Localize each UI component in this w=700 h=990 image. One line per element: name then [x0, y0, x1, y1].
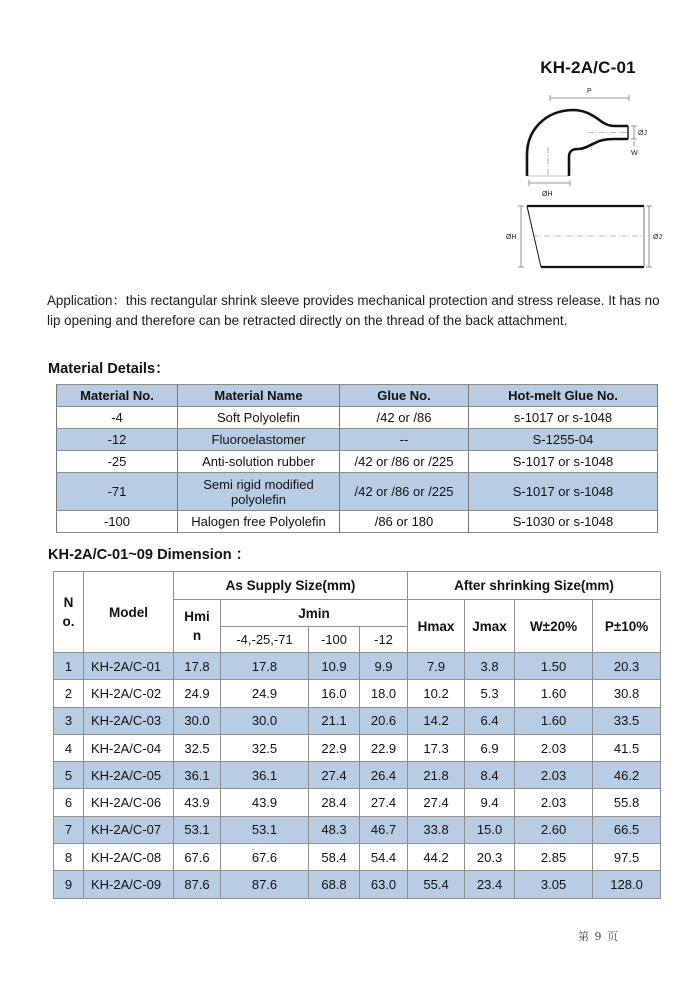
dimension-table	[53, 571, 661, 899]
header-p: P±10%	[593, 600, 661, 653]
hotmelt-glue-no: S-1030 or s-1048	[469, 511, 658, 533]
header-w: W±20%	[515, 600, 593, 653]
hmin: 87.6	[174, 871, 221, 898]
hmax: 7.9	[408, 653, 465, 680]
hotmelt-glue-no: S-1255-04	[469, 429, 658, 451]
jmin-100: 22.9	[309, 734, 360, 761]
dimension-heading: KH-2A/C-01~09 Dimension ：	[48, 547, 251, 563]
jmin-12: 54.4	[360, 844, 408, 871]
p-tolerance: 46.2	[593, 762, 661, 789]
p-dimension	[550, 88, 629, 101]
dimension-row	[54, 653, 661, 680]
model: KH-2A/C-09	[84, 871, 174, 898]
dimension-row	[54, 816, 661, 843]
hotmelt-glue-no: s-1017 or s-1048	[469, 407, 658, 429]
jmin-100: 68.8	[309, 871, 360, 898]
model: KH-2A/C-08	[84, 844, 174, 871]
elbow-outer-wall	[527, 110, 628, 176]
model: KH-2A/C-01	[84, 653, 174, 680]
hmax: 21.8	[408, 762, 465, 789]
header-jmin-12: -12	[360, 627, 408, 653]
application-description: Application：this rectangular shrink sleeve provides mechanical protection and stress release. It has no lip opening and therefore can be retracted directly on the thread of the back attachment.	[47, 293, 660, 328]
j-label: ØJ	[638, 130, 647, 137]
model: KH-2A/C-06	[84, 789, 174, 816]
header-after-shrinking-size: After shrinking Size(mm)	[408, 572, 661, 600]
jmax: 20.3	[465, 844, 515, 871]
model: KH-2A/C-03	[84, 707, 174, 734]
row-no: 4	[54, 734, 84, 761]
j-dimension	[646, 206, 662, 267]
model: KH-2A/C-04	[84, 734, 174, 761]
glue-no: /42 or /86 or /225	[340, 451, 469, 473]
p-tolerance: 128.0	[593, 871, 661, 898]
dimension-row	[54, 762, 661, 789]
material-name: Soft Polyolefin	[178, 407, 340, 429]
row-no: 5	[54, 762, 84, 789]
hmax: 44.2	[408, 844, 465, 871]
dimension-row	[54, 871, 661, 898]
w-tolerance: 2.60	[515, 816, 593, 843]
p-tolerance: 55.8	[593, 789, 661, 816]
header-hotmelt-glue-no: Hot-melt Glue No.	[469, 385, 658, 407]
material-name: Anti-solution rubber	[178, 451, 340, 473]
jmin-12: 18.0	[360, 680, 408, 707]
product-title: KH-2A/C-01	[540, 58, 636, 77]
jmax: 9.4	[465, 789, 515, 816]
w-tolerance: 1.50	[515, 653, 593, 680]
header-jmax: Jmax	[465, 600, 515, 653]
row-no: 7	[54, 816, 84, 843]
hotmelt-glue-no: S-1017 or s-1048	[469, 473, 658, 511]
h-label: ØH	[542, 191, 553, 198]
header-jmin-100: -100	[309, 627, 360, 653]
jmax: 5.3	[465, 680, 515, 707]
jmax: 6.4	[465, 707, 515, 734]
jmin-12: 63.0	[360, 871, 408, 898]
hmax: 14.2	[408, 707, 465, 734]
w-tolerance: 2.03	[515, 762, 593, 789]
material-no: -12	[57, 429, 178, 451]
header-glue-no: Glue No.	[340, 385, 469, 407]
material-no: -4	[57, 407, 178, 429]
dimension-row	[54, 707, 661, 734]
jmin-4-25-71: 67.6	[221, 844, 309, 871]
glue-no: --	[340, 429, 469, 451]
jmin-12: 20.6	[360, 707, 408, 734]
header-model: Model	[84, 572, 174, 653]
hmax: 10.2	[408, 680, 465, 707]
jmin-100: 28.4	[309, 789, 360, 816]
material-name: Halogen free Polyolefin	[178, 511, 340, 533]
glue-no: /86 or 180	[340, 511, 469, 533]
jmin-4-25-71: 24.9	[221, 680, 309, 707]
row-no: 2	[54, 680, 84, 707]
j-dimension	[631, 126, 647, 139]
j-label: ØJ	[653, 234, 662, 241]
row-no: 1	[54, 653, 84, 680]
row-no: 6	[54, 789, 84, 816]
p-tolerance: 33.5	[593, 707, 661, 734]
hmin: 32.5	[174, 734, 221, 761]
jmax: 8.4	[465, 762, 515, 789]
header-hmax: Hmax	[408, 600, 465, 653]
dimension-row	[54, 734, 661, 761]
material-details-heading: Material Details：	[48, 361, 170, 377]
p-tolerance: 30.8	[593, 680, 661, 707]
model: KH-2A/C-02	[84, 680, 174, 707]
dimension-row	[54, 844, 661, 871]
elbow-boot-diagram	[510, 85, 650, 200]
header-hmin-label: Hmi n	[184, 609, 210, 643]
hmin: 30.0	[174, 707, 221, 734]
header-no	[54, 572, 84, 653]
jmin-12: 26.4	[360, 762, 408, 789]
jmin-12: 46.7	[360, 816, 408, 843]
material-row	[57, 473, 658, 511]
elbow-inner-wall	[569, 139, 628, 176]
model: KH-2A/C-07	[84, 816, 174, 843]
material-row	[57, 511, 658, 533]
glue-no: /42 or /86	[340, 407, 469, 429]
jmin-100: 27.4	[309, 762, 360, 789]
jmin-4-25-71: 87.6	[221, 871, 309, 898]
hmax: 17.3	[408, 734, 465, 761]
jmin-4-25-71: 32.5	[221, 734, 309, 761]
jmin-4-25-71: 36.1	[221, 762, 309, 789]
row-no: 9	[54, 871, 84, 898]
material-no: -100	[57, 511, 178, 533]
hmax: 55.4	[408, 871, 465, 898]
material-row	[57, 429, 658, 451]
dimension-row	[54, 789, 661, 816]
jmin-100: 10.9	[309, 653, 360, 680]
jmin-12: 22.9	[360, 734, 408, 761]
p-tolerance: 66.5	[593, 816, 661, 843]
hmin: 24.9	[174, 680, 221, 707]
p-tolerance: 41.5	[593, 734, 661, 761]
hmin: 53.1	[174, 816, 221, 843]
jmin-4-25-71: 53.1	[221, 816, 309, 843]
jmin-12: 9.9	[360, 653, 408, 680]
jmin-4-25-71: 43.9	[221, 789, 309, 816]
w-tolerance: 2.03	[515, 789, 593, 816]
model: KH-2A/C-05	[84, 762, 174, 789]
p-tolerance: 97.5	[593, 844, 661, 871]
p-tolerance: 20.3	[593, 653, 661, 680]
header-jmin: Jmin	[221, 600, 408, 627]
hmax: 27.4	[408, 789, 465, 816]
material-name: Semi rigid modified polyolefin	[178, 473, 340, 511]
hmin: 36.1	[174, 762, 221, 789]
jmin-100: 48.3	[309, 816, 360, 843]
jmax: 3.8	[465, 653, 515, 680]
dimension-row	[54, 680, 661, 707]
w-tolerance: 1.60	[515, 707, 593, 734]
w-tolerance: 1.60	[515, 680, 593, 707]
material-no: -25	[57, 451, 178, 473]
h-dimension	[506, 206, 524, 267]
hotmelt-glue-no: S-1017 or s-1048	[469, 451, 658, 473]
hmin: 43.9	[174, 789, 221, 816]
p-label: P	[587, 88, 592, 95]
row-no: 3	[54, 707, 84, 734]
hmin: 67.6	[174, 844, 221, 871]
w-dimension	[631, 141, 638, 157]
jmin-100: 16.0	[309, 680, 360, 707]
dimension-header-row	[54, 572, 661, 600]
jmin-100: 58.4	[309, 844, 360, 871]
header-material-no: Material No.	[57, 385, 178, 407]
row-no: 8	[54, 844, 84, 871]
w-tolerance: 2.03	[515, 734, 593, 761]
material-header-row	[57, 385, 658, 407]
header-as-supply-size: As Supply Size(mm)	[174, 572, 408, 600]
jmin-4-25-71: 30.0	[221, 707, 309, 734]
header-hmin	[174, 600, 221, 653]
w-tolerance: 2.85	[515, 844, 593, 871]
h-label: ØH	[506, 234, 517, 241]
jmin-12: 27.4	[360, 789, 408, 816]
jmin-100: 21.1	[309, 707, 360, 734]
material-name: Fluoroelastomer	[178, 429, 340, 451]
header-jmin-4-25-71: -4,-25,-71	[221, 627, 309, 653]
sleeve-diagram	[500, 195, 670, 275]
material-table	[56, 384, 658, 533]
jmin-4-25-71: 17.8	[221, 653, 309, 680]
material-no: -71	[57, 473, 178, 511]
header-no-label: N o.	[62, 595, 75, 629]
jmax: 6.9	[465, 734, 515, 761]
hmax: 33.8	[408, 816, 465, 843]
glue-no: /42 or /86 or /225	[340, 473, 469, 511]
hmin: 17.8	[174, 653, 221, 680]
material-row	[57, 407, 658, 429]
jmax: 23.4	[465, 871, 515, 898]
material-row	[57, 451, 658, 473]
w-tolerance: 3.05	[515, 871, 593, 898]
header-material-name: Material Name	[178, 385, 340, 407]
page-number: 第 9 页	[578, 930, 619, 943]
jmax: 15.0	[465, 816, 515, 843]
w-label: W	[631, 150, 638, 157]
